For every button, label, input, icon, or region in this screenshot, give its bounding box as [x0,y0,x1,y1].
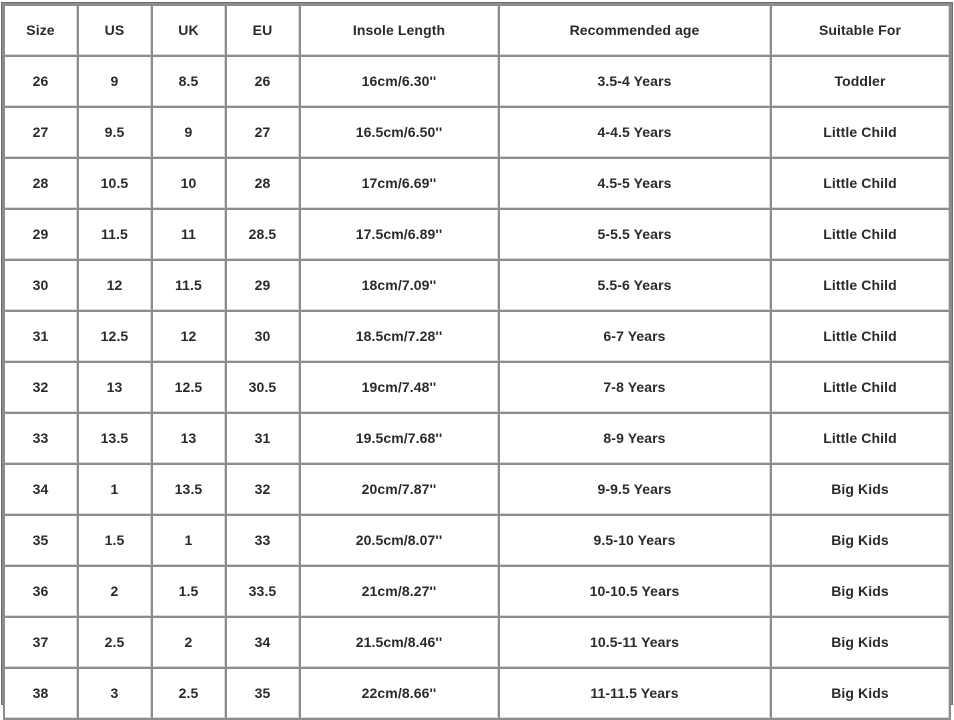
cell-recommended-age: 6-7 Years [500,312,770,361]
cell-insole-length: 21.5cm/8.46'' [301,618,498,667]
cell-size: 31 [5,312,77,361]
cell-size: 30 [5,261,77,310]
cell-insole-length: 19.5cm/7.68'' [301,414,498,463]
cell-us: 3 [79,669,151,718]
cell-suitable-for: Little Child [772,210,949,259]
cell-recommended-age: 7-8 Years [500,363,770,412]
table-row [5,312,949,361]
size-chart-table [3,4,951,720]
cell-us: 13 [79,363,151,412]
cell-us: 2.5 [79,618,151,667]
cell-insole-length: 16.5cm/6.50'' [301,108,498,157]
cell-us: 2 [79,567,151,616]
cell-uk: 12.5 [153,363,225,412]
cell-us: 1.5 [79,516,151,565]
header-recommended-age: Recommended age [500,6,770,55]
cell-us: 1 [79,465,151,514]
cell-suitable-for: Big Kids [772,618,949,667]
cell-uk: 8.5 [153,57,225,106]
cell-suitable-for: Big Kids [772,669,949,718]
cell-suitable-for: Little Child [772,414,949,463]
header-eu: EU [227,6,299,55]
cell-recommended-age: 5-5.5 Years [500,210,770,259]
size-chart-frame [2,3,952,704]
cell-insole-length: 18.5cm/7.28'' [301,312,498,361]
cell-eu: 32 [227,465,299,514]
cell-suitable-for: Little Child [772,108,949,157]
table-row [5,363,949,412]
cell-us: 13.5 [79,414,151,463]
cell-eu: 26 [227,57,299,106]
header-uk: UK [153,6,225,55]
cell-uk: 10 [153,159,225,208]
cell-us: 11.5 [79,210,151,259]
cell-insole-length: 22cm/8.66'' [301,669,498,718]
cell-uk: 1.5 [153,567,225,616]
cell-recommended-age: 11-11.5 Years [500,669,770,718]
cell-size: 34 [5,465,77,514]
cell-eu: 34 [227,618,299,667]
cell-uk: 2 [153,618,225,667]
cell-size: 29 [5,210,77,259]
cell-insole-length: 17.5cm/6.89'' [301,210,498,259]
cell-eu: 30 [227,312,299,361]
cell-suitable-for: Little Child [772,159,949,208]
cell-recommended-age: 10-10.5 Years [500,567,770,616]
cell-us: 10.5 [79,159,151,208]
cell-uk: 2.5 [153,669,225,718]
cell-suitable-for: Big Kids [772,465,949,514]
table-body [5,57,949,718]
table-row [5,618,949,667]
cell-uk: 13.5 [153,465,225,514]
cell-insole-length: 18cm/7.09'' [301,261,498,310]
cell-eu: 30.5 [227,363,299,412]
header-size: Size [5,6,77,55]
cell-eu: 27 [227,108,299,157]
cell-size: 26 [5,57,77,106]
table-row [5,108,949,157]
cell-recommended-age: 3.5-4 Years [500,57,770,106]
table-row [5,261,949,310]
cell-insole-length: 17cm/6.69'' [301,159,498,208]
cell-eu: 33 [227,516,299,565]
cell-insole-length: 20cm/7.87'' [301,465,498,514]
cell-suitable-for: Big Kids [772,516,949,565]
table-row [5,210,949,259]
cell-eu: 28.5 [227,210,299,259]
cell-recommended-age: 5.5-6 Years [500,261,770,310]
cell-us: 9 [79,57,151,106]
cell-us: 12.5 [79,312,151,361]
cell-recommended-age: 9-9.5 Years [500,465,770,514]
cell-uk: 1 [153,516,225,565]
header-insole-length: Insole Length [301,6,498,55]
cell-insole-length: 20.5cm/8.07'' [301,516,498,565]
cell-us: 12 [79,261,151,310]
cell-eu: 35 [227,669,299,718]
header-us: US [79,6,151,55]
cell-uk: 11.5 [153,261,225,310]
cell-recommended-age: 4-4.5 Years [500,108,770,157]
cell-size: 32 [5,363,77,412]
cell-uk: 12 [153,312,225,361]
cell-eu: 29 [227,261,299,310]
table-row [5,57,949,106]
cell-recommended-age: 10.5-11 Years [500,618,770,667]
table-row [5,465,949,514]
cell-suitable-for: Little Child [772,363,949,412]
cell-insole-length: 21cm/8.27'' [301,567,498,616]
cell-us: 9.5 [79,108,151,157]
cell-recommended-age: 9.5-10 Years [500,516,770,565]
cell-size: 38 [5,669,77,718]
table-row [5,414,949,463]
cell-uk: 9 [153,108,225,157]
cell-suitable-for: Little Child [772,261,949,310]
cell-suitable-for: Toddler [772,57,949,106]
header-suitable-for: Suitable For [772,6,949,55]
cell-size: 33 [5,414,77,463]
cell-eu: 33.5 [227,567,299,616]
cell-size: 37 [5,618,77,667]
cell-suitable-for: Little Child [772,312,949,361]
cell-uk: 13 [153,414,225,463]
cell-suitable-for: Big Kids [772,567,949,616]
cell-size: 27 [5,108,77,157]
cell-size: 35 [5,516,77,565]
cell-size: 36 [5,567,77,616]
table-header-row [5,6,949,55]
cell-size: 28 [5,159,77,208]
table-row [5,669,949,718]
table-row [5,516,949,565]
table-row [5,567,949,616]
cell-insole-length: 19cm/7.48'' [301,363,498,412]
table-row [5,159,949,208]
cell-eu: 31 [227,414,299,463]
cell-insole-length: 16cm/6.30'' [301,57,498,106]
cell-uk: 11 [153,210,225,259]
cell-recommended-age: 8-9 Years [500,414,770,463]
cell-recommended-age: 4.5-5 Years [500,159,770,208]
cell-eu: 28 [227,159,299,208]
